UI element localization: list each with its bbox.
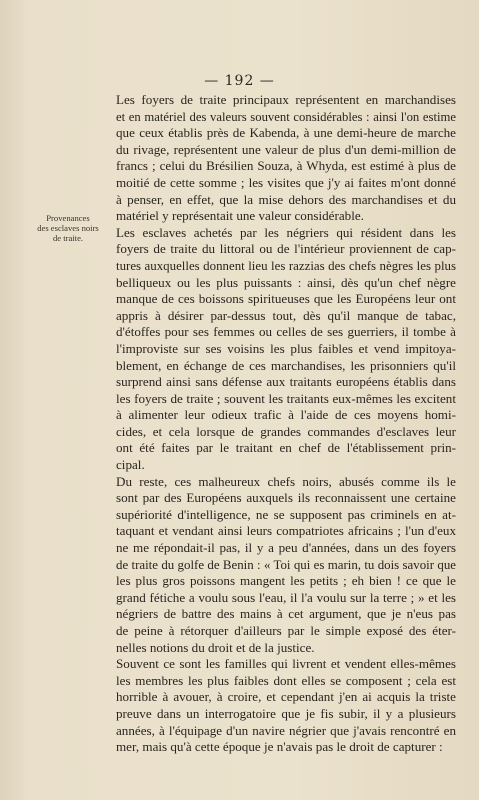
text-line: et en matériel des valeurs souvent considérables : ainsi l'on estime [116, 109, 456, 124]
text-line: ne me répondait-il pas, il y a peu d'années, dans un des foyers [116, 540, 456, 556]
text-line: horrible à avouer, à croire, et cependant j'en ai acquis la triste [116, 689, 456, 705]
text-line: manque de ces boissons spiritueuses que les Européens leur ont [116, 291, 456, 307]
paragraph-p1 [116, 92, 456, 225]
paragraph-p4 [116, 656, 456, 756]
text-line: Souvent ce sont les familles qui livrent et vendent elles-mêmes [116, 656, 456, 672]
text-line: taquant et vendant ainsi leurs compatriotes africains ; l'un d'eux [116, 523, 456, 539]
text-line: d'étoffes pour ses femmes ou celles de ses guerriers, il tombe à [116, 324, 456, 340]
margin-note-line: de traite. [52, 233, 84, 243]
text-line: matériel y représentait une valeur considérable. [116, 208, 364, 224]
text-line: les plus gros poissons mangent les petits ; eh bien ! ce que le [116, 573, 456, 589]
text-line: blement, en échange de ces marchandises, les prisonniers qu'il [116, 357, 456, 373]
text-line: cipal. [116, 457, 145, 473]
text-line: à penser, en effet, que la mise dehors des marchandises et du [116, 191, 456, 207]
text-line: tures auxquelles donnent lieu les razzias des chefs nègres les plus [116, 258, 456, 273]
text-line: de peine à rétorquer d'ailleurs par le simple exposé des éter- [116, 623, 456, 638]
text-line: moitié de cette somme ; les visites que j'y ai faites m'ont donné [116, 174, 456, 190]
text-line: nelles notions du droit et de la justice. [116, 639, 315, 655]
text-line: de traite du golfe de Benin : « Toi qui es marin, tu dois savoir que [116, 557, 456, 572]
text-line: Du reste, ces malheureux chefs noirs, abusés comme ils le [116, 473, 456, 489]
margin-note-line: Provenances [46, 213, 90, 223]
text-line: supériorité d'intelligence, ne se supposent pas criminels en at- [116, 506, 456, 522]
text-line: cides, et cela lorsque de grandes commandes d'esclaves leur [116, 423, 456, 439]
text-line: foyers de traite du littoral ou de l'intérieur proviennent de cap- [116, 241, 456, 257]
text-line: Les foyers de traite principaux représentent en marchandises [116, 92, 456, 107]
page-number: — 192 — [204, 73, 275, 89]
text-line: à alimenter leur odieux trafic à l'aide de ces moyens homi- [116, 407, 456, 423]
text-line: Les esclaves achetés par les négriers qui résident dans les [116, 224, 456, 240]
text-line: les foyers de traite ; souvent les traitants eux-mêmes les excitent [116, 390, 456, 406]
text-line: les membres les plus faibles dont elles se composent ; cela est [116, 672, 456, 688]
margin-note [28, 213, 108, 243]
text-line: francs ; celui du Brésilien Souza, à Whyda, est estimé à plus de [116, 158, 456, 174]
text-line: l'improviste sur ses voisins les plus faibles et vend impitoya- [116, 340, 456, 356]
body-text [116, 92, 456, 756]
paragraph-p3 [116, 474, 456, 657]
text-line: grand fétiche a voulu sous l'eau, il l'a voulu sur la terre ; » et les [116, 589, 456, 605]
text-line: années, à l'équipage d'un navire négrier que j'avais rencontré en [116, 722, 456, 738]
text-line: mer, mais qu'à cette époque je n'avais pas le droit de capturer : [116, 739, 443, 755]
text-line: sont par des Européens auxquels ils reconnaissent une certaine [116, 490, 456, 506]
text-line: belliqueux ou les plus puissants : ainsi, dès qu'un chef nègre [116, 274, 456, 290]
text-line: ont été faites par le traitant en chef de l'établissement prin- [116, 440, 456, 456]
text-line: preuve dans un interrogatoire que je fis subir, il y a plusieurs [116, 705, 456, 721]
paragraph-p2 [116, 225, 456, 474]
text-line: surprend ainsi sans défense aux traitants européens établis dans [116, 374, 456, 390]
text-line: négriers de battre des mains à cet argument, que je n'eus pas [116, 606, 456, 622]
text-line: que ceux établis près de Kabenda, à une demi-heure de marche [116, 125, 456, 141]
margin-note-line: des esclaves noirs [37, 223, 99, 233]
text-line: du rivage, représentent une valeur de plus d'un demi-million de [116, 141, 456, 157]
text-line: appris à désirer par-dessus tout, dès qu'il manque de tabac, [116, 307, 456, 323]
